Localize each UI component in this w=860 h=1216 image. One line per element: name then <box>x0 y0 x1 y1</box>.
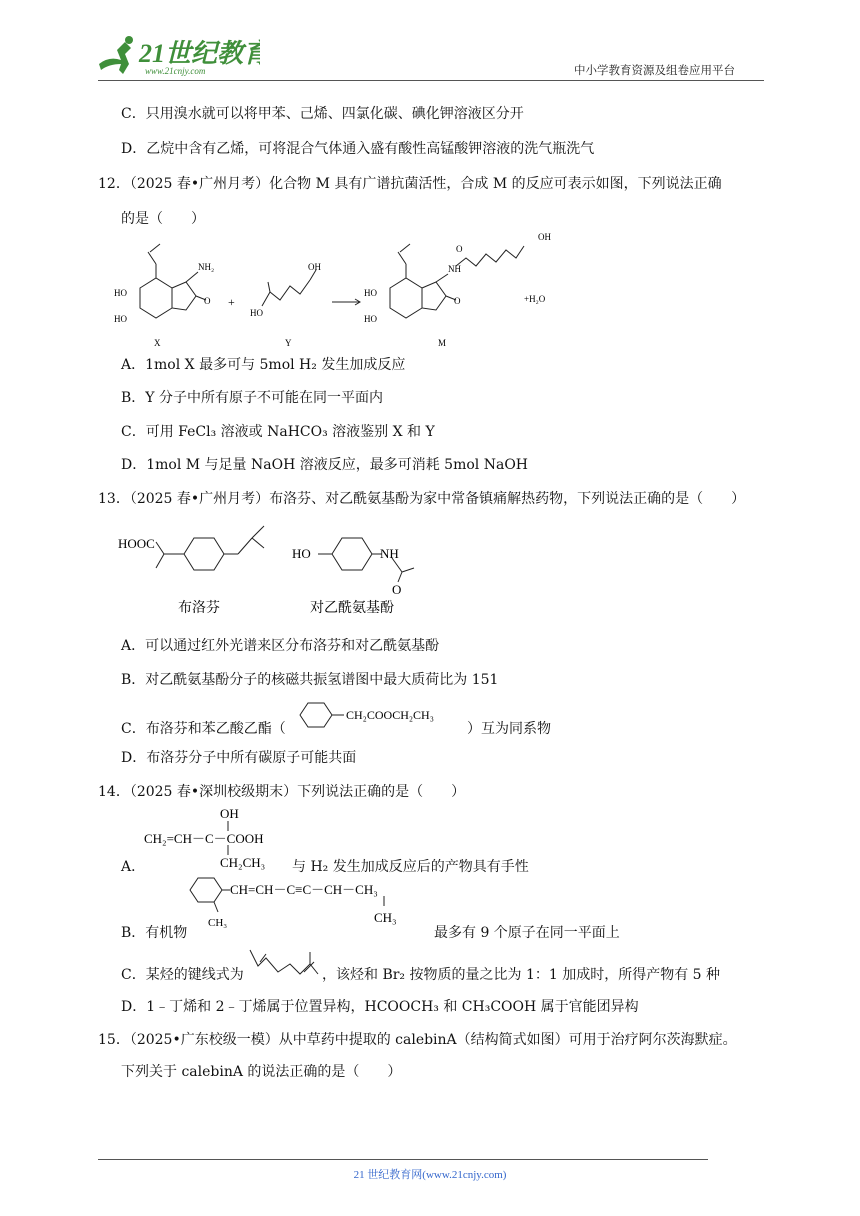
ibuprofen-name: 布洛芬 <box>178 601 220 616</box>
q14-option-a-text: 与 H₂ 发生加成反应后的产物具有手性 <box>292 859 529 875</box>
a-main-chain: CH₂=CH－C－COOH <box>144 831 264 846</box>
q14-option-c-suffix: ，该烃和 Br₂ 按物质的量之比为 1：1 加成时，所得产物有 5 种 <box>322 967 721 983</box>
q14-option-b-label: B．有机物 <box>121 925 188 941</box>
plus-sign: + <box>228 295 235 309</box>
x-nh2: NH₂ <box>198 262 215 272</box>
q14-option-c-prefix: C．某烃的键线式为 <box>121 967 244 983</box>
q14-option-a-label: A． <box>121 859 146 875</box>
m-amide-o: O <box>456 244 463 254</box>
m-nh: NH <box>448 264 461 274</box>
q15-stem-line1: 15．（2025•广东校级一模）从中草药中提取的 calebinA（结构简式如图）可用于治疗阿尔茨海默症。 <box>98 1032 737 1048</box>
platform-label: 中小学教育资源及组卷应用平台 <box>574 63 735 77</box>
q13-option-c-suffix: ）互为同系物 <box>467 721 551 737</box>
q14-b-structure <box>184 872 444 934</box>
q12-reaction-figure <box>110 230 600 350</box>
ibuprofen-hooc: HOOC <box>118 536 155 551</box>
q12-option-b: B．Y 分子中所有原子不可能在同一平面内 <box>121 390 383 406</box>
x-ho-top: HO <box>114 288 127 298</box>
y-label: Y <box>285 338 292 348</box>
q14-option-b-text: 最多有 9 个原子在同一平面上 <box>434 925 620 941</box>
q11-option-d: D．乙烷中含有乙烯，可将混合气体通入盛有酸性高锰酸钾溶液的洗气瓶洗气 <box>121 141 595 157</box>
q13-stem: 13．（2025 春•广州月考）布洛芬、对乙酰氨基酚为家中常备镇痛解热药物，下列说法正确的是（ ） <box>98 491 746 507</box>
header-divider <box>98 80 764 81</box>
q13-option-b: B．对乙酰氨基酚分子的核磁共振氢谱图中最大质荷比为 151 <box>121 672 499 688</box>
q14-a-structure <box>140 803 300 875</box>
q11-option-c: C．只用溴水就可以将甲苯、己烯、四氯化碳、碘化钾溶液区分开 <box>121 106 524 122</box>
a-oh: OH <box>220 806 239 821</box>
q14-stem: 14．（2025 春•深圳校级期末）下列说法正确的是（ ） <box>98 784 466 800</box>
b-branch-methyl: CH₃ <box>374 910 397 925</box>
footer-divider <box>98 1159 708 1160</box>
a-ethyl-branch: CH₂CH₃ <box>220 855 266 870</box>
y-oh-right: OH <box>308 262 321 272</box>
paracetamol-o: O <box>392 582 402 597</box>
footer-link[interactable]: 21 世纪教育网(www.21cnjy.com) <box>353 1169 507 1181</box>
q14-option-d: D．1﹣丁烯和 2﹣丁烯属于位置异构，HCOOCH₃ 和 CH₃COOH 属于官能团异构 <box>121 999 639 1015</box>
logo-text: 21世纪教育 <box>139 39 260 68</box>
paracetamol-nh: NH <box>380 546 399 561</box>
q14-c-skeletal-formula <box>246 944 322 984</box>
x-ho-bottom: HO <box>114 314 127 324</box>
q12-option-c: C．可用 FeCl₃ 溶液或 NaHCO₃ 溶液鉴别 X 和 Y <box>121 424 435 440</box>
water-term: +H₂O <box>524 294 546 304</box>
m-ho-bottom: HO <box>364 314 377 324</box>
m-label: M <box>438 338 447 348</box>
m-ho-top: HO <box>364 288 377 298</box>
m-acid-oh: OH <box>538 232 551 242</box>
m-carbonyl-o: O <box>454 296 461 306</box>
q15-stem-line2: 下列关于 calebinA 的说法正确的是（ ） <box>121 1064 402 1080</box>
site-logo <box>95 34 260 78</box>
q13-option-a: A．可以通过红外光谱来区分布洛芬和对乙酰氨基酚 <box>121 638 440 654</box>
x-carbonyl-o: O <box>204 296 211 306</box>
q13-option-d: D．布洛芬分子中所有碳原子可能共面 <box>121 750 357 766</box>
b-ring-methyl: CH₃ <box>208 917 228 929</box>
q12-stem-line2: 的是（ ） <box>121 211 205 227</box>
paracetamol-name: 对乙酰氨基酚 <box>310 601 394 616</box>
q13-option-c-prefix: C．布洛芬和苯乙酸乙酯（ <box>121 721 286 737</box>
logo-url: www.21cnjy.com <box>145 66 206 76</box>
q13-structures-figure <box>112 520 442 620</box>
ester-formula: CH₂COOCH₂CH₃ <box>346 708 434 722</box>
paracetamol-ho: HO <box>292 546 311 561</box>
x-label: X <box>154 338 161 348</box>
q12-option-a: A．1mol X 最多可与 5mol H₂ 发生加成反应 <box>121 357 406 373</box>
y-ho-left: HO <box>250 308 263 318</box>
b-chain: CH=CH－C≡C－CH－CH₃ <box>230 882 378 897</box>
q12-option-d: D．1mol M 与足量 NaOH 溶液反应，最多可消耗 5mol NaOH <box>121 457 529 473</box>
q12-stem-line1: 12．（2025 春•广州月考）化合物 M 具有广谱抗菌活性，合成 M 的反应可表示如图，下列说法正确 <box>98 176 722 192</box>
ethyl-phenylacetate-figure <box>292 697 472 733</box>
